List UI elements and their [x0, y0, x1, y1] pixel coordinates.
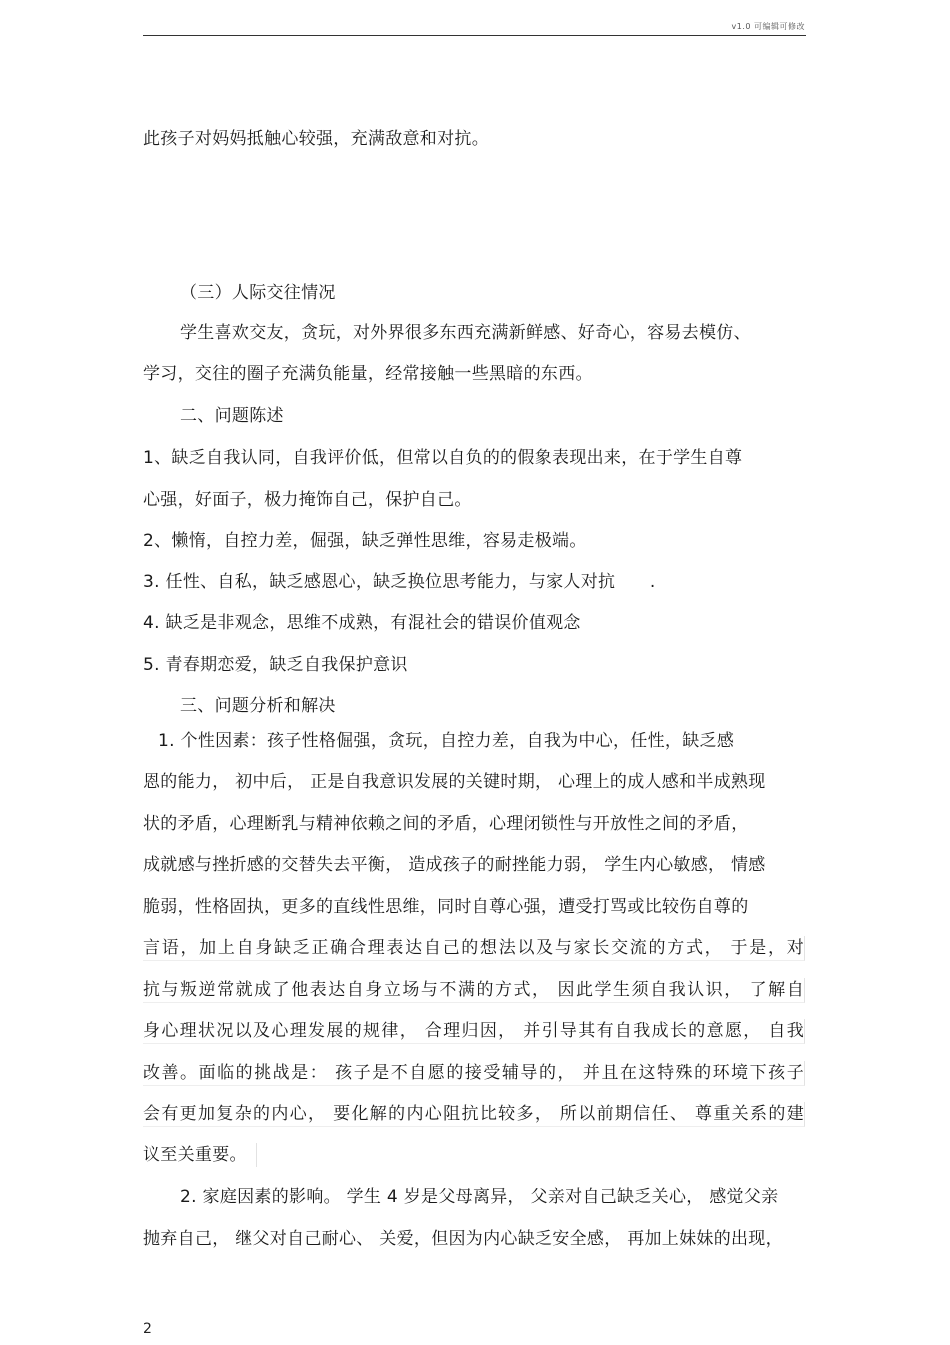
header-rule [143, 35, 806, 36]
page-number: 2 [143, 1321, 152, 1337]
body-line: 学习，交往的圈子充满负能量，经常接触一些黑暗的东西。 [143, 364, 593, 384]
body-line: 脆弱，性格固执，更多的直线性思维，同时自尊心强，遭受打骂或比较伤自尊的 [143, 897, 749, 917]
body-line: 议至关重要。 [143, 1145, 247, 1165]
list-item: 3. 任性、自私，缺乏感恩心，缺乏换位思考能力，与家人对抗 . [143, 572, 656, 592]
list-item-continuation: 心强，好面子，极力掩饰自己，保护自己。 [143, 490, 472, 510]
body-line: 抗与叛逆常就成了他表达自身立场与不满的方式， 因此学生须自我认识， 了解自 [143, 978, 805, 1003]
header-version-text: v1.0 可编辑可修改 [731, 22, 805, 31]
body-line: 1. 个性因素：孩子性格倔强，贪玩，自控力差，自我为中心，任性，缺乏感 [158, 731, 735, 751]
list-item: 1、缺乏自我认同，自我评价低，但常以自负的的假象表现出来，在于学生自尊 [143, 448, 743, 468]
body-line: 学生喜欢交友，贪玩，对外界很多东西充满新鲜感、好奇心，容易去模仿、 [180, 323, 751, 343]
body-line: 抛弃自己， 继父对自己耐心、 关爱，但因为内心缺乏安全感， 再加上妹妹的出现， [143, 1229, 783, 1249]
body-line: 此孩子对妈妈抵触心较强，充满敌意和对抗。 [143, 129, 489, 149]
list-item: 5. 青春期恋爱，缺乏自我保护意识 [143, 655, 408, 675]
text-box-edge [256, 1143, 257, 1167]
list-item: 4. 缺乏是非观念，思维不成熟，有混社会的错误价值观念 [143, 613, 581, 633]
body-line: 2. 家庭因素的影响。 学生 4 岁是父母离异， 父亲对自己缺乏关心， 感觉父亲 [180, 1187, 779, 1207]
body-line: 会有更加复杂的内心， 要化解的内心阻抗比较多， 所以前期信任、 尊重关系的建 [143, 1102, 805, 1127]
section-heading: （三）人际交往情况 [180, 283, 336, 303]
body-line: 状的矛盾，心理断乳与精神依赖之间的矛盾，心理闭锁性与开放性之间的矛盾， [143, 814, 749, 834]
body-line: 身心理状况以及心理发展的规律， 合理归因， 并引导其有自我成长的意愿， 自我 [143, 1019, 805, 1044]
body-line: 改善。面临的挑战是： 孩子是不自愿的接受辅导的， 并且在这特殊的环境下孩子 [143, 1061, 805, 1086]
list-item: 2、懒惰，自控力差，倔强，缺乏弹性思维，容易走极端。 [143, 531, 587, 551]
section-heading: 三、问题分析和解决 [180, 696, 336, 716]
section-heading: 二、问题陈述 [180, 406, 284, 426]
body-line: 恩的能力， 初中后， 正是自我意识发展的关键时期， 心理上的成人感和半成熟现 [143, 772, 766, 792]
body-line: 言语，加上自身缺乏正确合理表达自己的想法以及与家长交流的方式， 于是，对 [143, 936, 805, 961]
body-line: 成就感与挫折感的交替失去平衡， 造成孩子的耐挫能力弱， 学生内心敏感， 情感 [143, 855, 766, 875]
